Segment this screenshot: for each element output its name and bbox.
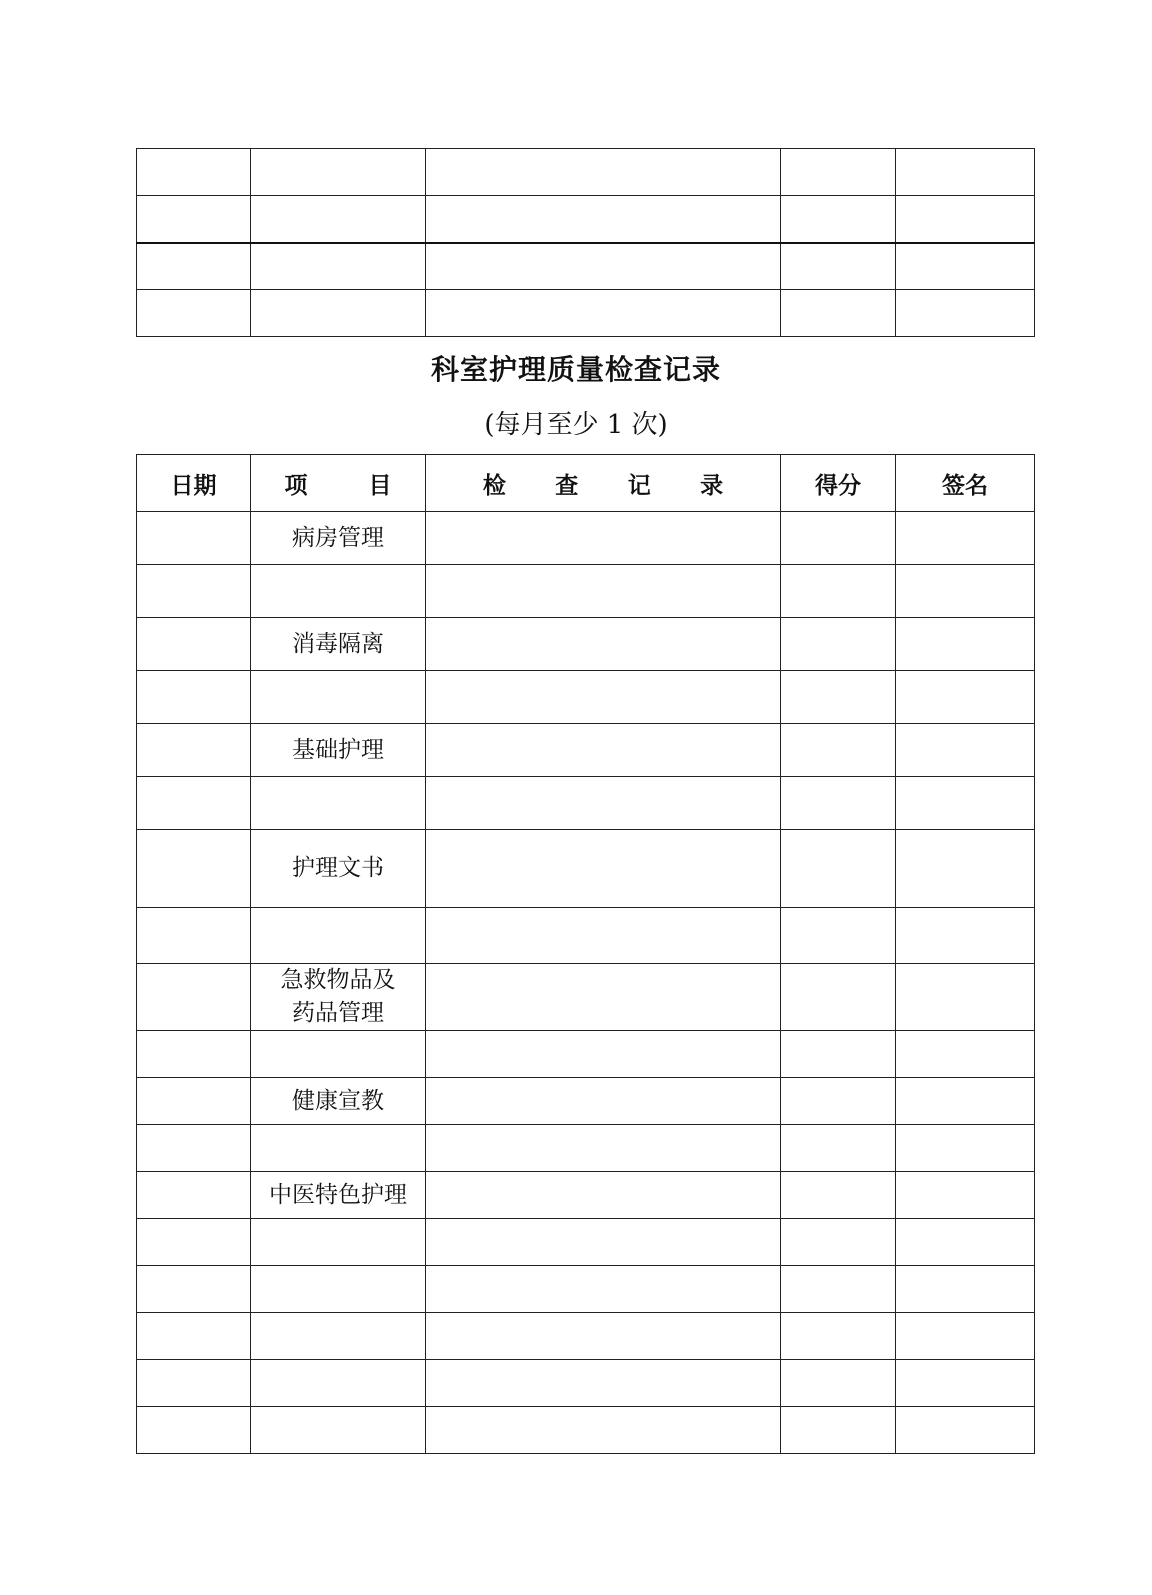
table-row (137, 671, 1035, 724)
signature-cell[interactable] (896, 196, 1035, 243)
item-cell[interactable] (251, 290, 426, 337)
item-cell[interactable] (251, 1219, 426, 1266)
date-cell[interactable] (137, 777, 251, 830)
score-cell[interactable] (781, 565, 896, 618)
record-cell[interactable] (426, 618, 781, 671)
table-row (137, 1266, 1035, 1313)
date-cell[interactable] (137, 724, 251, 777)
item-label-line2: 药品管理 (292, 1000, 384, 1026)
table-row (137, 1360, 1035, 1407)
document-subtitle: (每月至少 1 次) (484, 410, 668, 440)
record-cell[interactable] (426, 243, 781, 290)
score-cell[interactable] (781, 1031, 896, 1078)
score-cell[interactable] (781, 724, 896, 777)
date-cell[interactable] (137, 290, 251, 337)
signature-cell[interactable] (896, 1266, 1035, 1313)
item-cell[interactable] (251, 1360, 426, 1407)
table-row (137, 1172, 1035, 1219)
inspection-record-table (136, 454, 1035, 1454)
table-row (137, 830, 1035, 908)
date-cell[interactable] (137, 1031, 251, 1078)
item-cell[interactable] (251, 196, 426, 243)
signature-cell[interactable] (896, 290, 1035, 337)
header-item: 项 目 (251, 455, 426, 512)
item-cell-health-education: 健康宣教 (251, 1078, 426, 1125)
date-cell[interactable] (137, 1407, 251, 1454)
table-row (137, 908, 1035, 964)
score-cell[interactable] (781, 908, 896, 964)
signature-cell[interactable] (896, 1125, 1035, 1172)
record-cell[interactable] (426, 1313, 781, 1360)
record-cell[interactable] (426, 196, 781, 243)
date-cell[interactable] (137, 1172, 251, 1219)
date-cell[interactable] (137, 1313, 251, 1360)
score-cell[interactable] (781, 1313, 896, 1360)
score-cell[interactable] (781, 1360, 896, 1407)
table-row (137, 290, 1035, 337)
record-cell[interactable] (426, 777, 781, 830)
score-cell[interactable] (781, 243, 896, 290)
document-title: 科室护理质量检查记录 (430, 353, 721, 386)
record-cell[interactable] (426, 1407, 781, 1454)
signature-cell[interactable] (896, 908, 1035, 964)
date-cell[interactable] (137, 1360, 251, 1407)
record-cell[interactable] (426, 1266, 781, 1313)
signature-cell[interactable] (896, 149, 1035, 196)
signature-cell[interactable] (896, 964, 1035, 1031)
table-row (137, 1219, 1035, 1266)
previous-record-table (136, 148, 1035, 337)
record-cell[interactable] (426, 964, 781, 1031)
item-cell[interactable] (251, 243, 426, 290)
signature-cell[interactable] (896, 565, 1035, 618)
signature-cell[interactable] (896, 618, 1035, 671)
item-cell-ward-management: 病房管理 (251, 512, 426, 565)
item-cell-disinfection-isolation: 消毒隔离 (251, 618, 426, 671)
signature-cell[interactable] (896, 1407, 1035, 1454)
record-cell[interactable] (426, 1360, 781, 1407)
header-date: 日期 (137, 455, 251, 512)
table-row (137, 512, 1035, 565)
record-cell[interactable] (426, 1031, 781, 1078)
score-cell[interactable] (781, 964, 896, 1031)
record-cell[interactable] (426, 1078, 781, 1125)
date-cell[interactable] (137, 908, 251, 964)
item-cell[interactable] (251, 908, 426, 964)
table-row (137, 149, 1035, 196)
item-label-line1: 急救物品及 (280, 967, 396, 993)
table-row (137, 964, 1035, 1031)
record-cell[interactable] (426, 908, 781, 964)
item-cell-nursing-documents: 护理文书 (251, 830, 426, 908)
score-cell[interactable] (781, 149, 896, 196)
signature-cell[interactable] (896, 724, 1035, 777)
date-cell[interactable] (137, 149, 251, 196)
date-cell[interactable] (137, 964, 251, 1031)
item-cell[interactable] (251, 565, 426, 618)
score-cell[interactable] (781, 1266, 896, 1313)
table-row (137, 565, 1035, 618)
score-cell[interactable] (781, 618, 896, 671)
table-row (137, 1078, 1035, 1125)
item-cell[interactable] (251, 1031, 426, 1078)
record-cell[interactable] (426, 512, 781, 565)
header-score: 得分 (781, 455, 896, 512)
item-cell[interactable] (251, 1125, 426, 1172)
date-cell[interactable] (137, 196, 251, 243)
item-cell[interactable] (251, 777, 426, 830)
header-record: 检 查 记 录 (426, 455, 781, 512)
date-cell[interactable] (137, 1219, 251, 1266)
signature-cell[interactable] (896, 243, 1035, 290)
date-cell[interactable] (137, 565, 251, 618)
record-cell[interactable] (426, 149, 781, 196)
signature-cell[interactable] (896, 1219, 1035, 1266)
score-cell[interactable] (781, 830, 896, 908)
record-cell[interactable] (426, 1125, 781, 1172)
score-cell[interactable] (781, 777, 896, 830)
table-row (137, 196, 1035, 243)
record-cell[interactable] (426, 290, 781, 337)
table-row (137, 243, 1035, 290)
item-cell-basic-nursing: 基础护理 (251, 724, 426, 777)
record-cell[interactable] (426, 671, 781, 724)
signature-cell[interactable] (896, 1078, 1035, 1125)
score-cell[interactable] (781, 512, 896, 565)
table-row (137, 777, 1035, 830)
score-cell[interactable] (781, 196, 896, 243)
signature-cell[interactable] (896, 1313, 1035, 1360)
record-cell[interactable] (426, 830, 781, 908)
item-cell[interactable] (251, 671, 426, 724)
signature-cell[interactable] (896, 777, 1035, 830)
record-cell[interactable] (426, 565, 781, 618)
score-cell[interactable] (781, 290, 896, 337)
score-cell[interactable] (781, 1172, 896, 1219)
score-cell[interactable] (781, 671, 896, 724)
item-cell[interactable] (251, 1407, 426, 1454)
table-row (137, 1313, 1035, 1360)
item-cell-tcm-nursing: 中医特色护理 (251, 1172, 426, 1219)
date-cell[interactable] (137, 1078, 251, 1125)
table-row (137, 1407, 1035, 1454)
signature-cell[interactable] (896, 830, 1035, 908)
signature-cell[interactable] (896, 1360, 1035, 1407)
date-cell[interactable] (137, 512, 251, 565)
table-header-row (137, 455, 1035, 512)
table-row (137, 1125, 1035, 1172)
record-cell[interactable] (426, 724, 781, 777)
item-cell[interactable] (251, 149, 426, 196)
signature-cell[interactable] (896, 1172, 1035, 1219)
date-cell[interactable] (137, 1125, 251, 1172)
date-cell[interactable] (137, 618, 251, 671)
record-cell[interactable] (426, 1219, 781, 1266)
signature-cell[interactable] (896, 1031, 1035, 1078)
score-cell[interactable] (781, 1078, 896, 1125)
score-cell[interactable] (781, 1407, 896, 1454)
date-cell[interactable] (137, 243, 251, 290)
item-cell[interactable] (251, 1266, 426, 1313)
table-row (137, 618, 1035, 671)
table-row (137, 724, 1035, 777)
date-cell[interactable] (137, 671, 251, 724)
record-cell[interactable] (426, 1172, 781, 1219)
score-cell[interactable] (781, 1125, 896, 1172)
header-signature: 签名 (896, 455, 1035, 512)
date-cell[interactable] (137, 830, 251, 908)
table-row (137, 1031, 1035, 1078)
signature-cell[interactable] (896, 671, 1035, 724)
score-cell[interactable] (781, 1219, 896, 1266)
item-cell[interactable] (251, 1313, 426, 1360)
signature-cell[interactable] (896, 512, 1035, 565)
date-cell[interactable] (137, 1266, 251, 1313)
item-cell-emergency-supplies (251, 964, 426, 1031)
